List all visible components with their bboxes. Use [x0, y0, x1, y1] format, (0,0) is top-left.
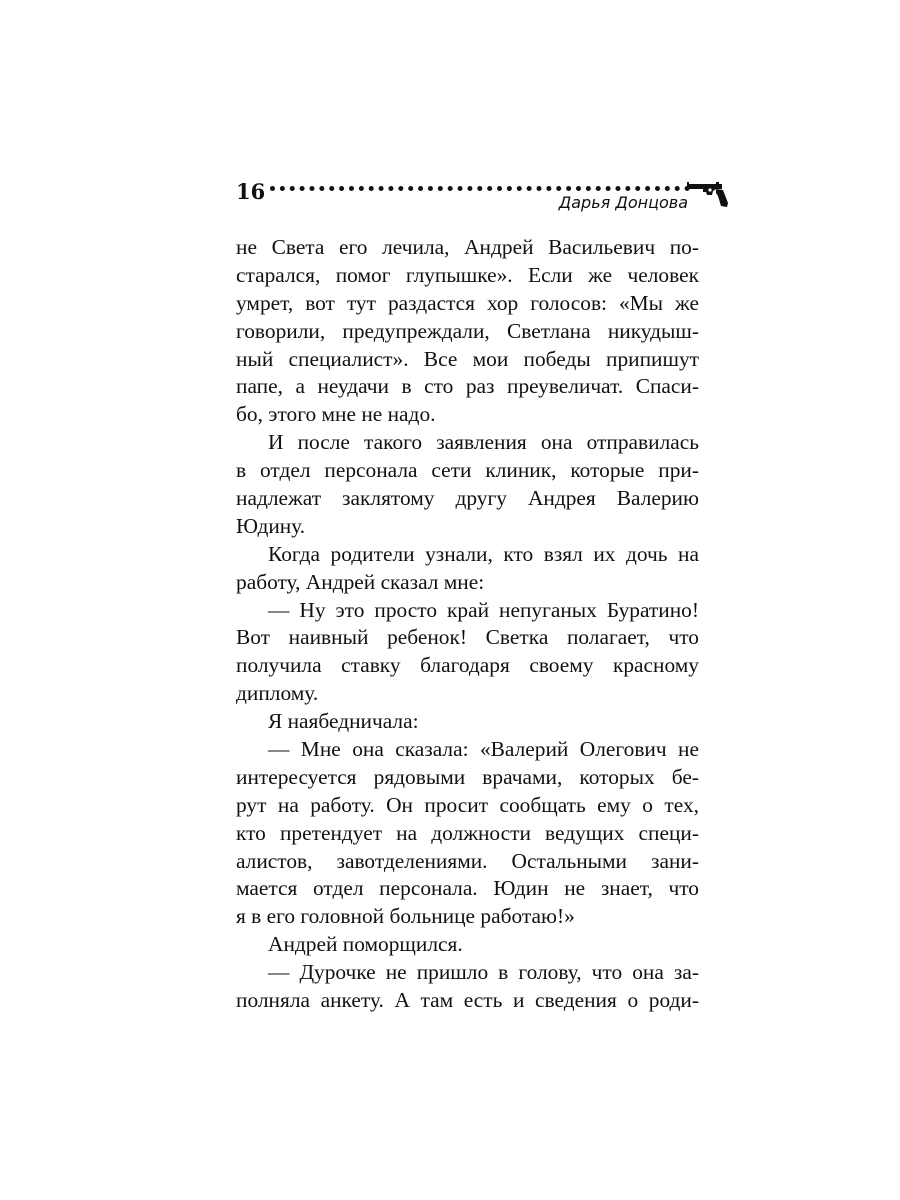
- text-line: Я наябедничала:: [268, 709, 419, 734]
- text-line: алистов, завотделениями. Остальными зани-: [236, 848, 699, 873]
- paragraph: [236, 429, 699, 541]
- text-line: — Дурочке не пришло в голову, что она за-: [268, 960, 699, 985]
- text-line: папе, а неудачи в сто раз преувеличат. Спаси-: [236, 374, 699, 399]
- paragraph: [236, 234, 699, 429]
- text-line: мается отдел персонала. Юдин не знает, что: [236, 876, 699, 901]
- page-number: 16: [236, 179, 266, 204]
- text-line: в отдел персонала сети клиник, которые при-: [236, 458, 699, 483]
- text-line: кто претендует на должности ведущих специ-: [236, 820, 699, 845]
- text-line: — Ну это просто край непуганых Буратино!: [268, 597, 699, 622]
- running-header: [236, 176, 728, 216]
- paragraph: [236, 597, 699, 709]
- revolver-icon: [686, 181, 730, 211]
- body-text: [236, 234, 699, 1015]
- dotted-leader: [270, 178, 690, 191]
- text-line: Вот наивный ребенок! Светка полагает, что: [236, 625, 699, 650]
- text-line: умрет, вот тут раздастся хор голосов: «Мы же: [236, 290, 699, 315]
- text-line: полняла анкету. А там есть и сведения о роди-: [236, 988, 699, 1013]
- text-line: работу, Андрей сказал мне:: [236, 569, 485, 594]
- text-line: говорили, предупреждали, Светлана никудыш-: [236, 318, 699, 343]
- text-line: И после такого заявления она отправилась: [268, 430, 699, 455]
- paragraph: [236, 931, 699, 959]
- text-line: интересуется рядовыми врачами, которых бе-: [236, 764, 699, 789]
- text-line: старался, помог глупышке». Если же человек: [236, 262, 699, 287]
- paragraph: [236, 541, 699, 597]
- paragraph: [236, 959, 699, 1015]
- text-line: надлежат заклятому другу Андрея Валерию: [236, 486, 699, 511]
- paragraph: [236, 736, 699, 931]
- text-line: Юдину.: [236, 513, 306, 538]
- author-name: Дарья Донцова: [558, 193, 688, 212]
- text-line: Когда родители узнали, кто взял их дочь на: [268, 541, 699, 566]
- paragraph: [236, 708, 699, 736]
- text-line: получила ставку благодаря своему красному: [236, 653, 699, 678]
- text-line: бо, этого мне не надо.: [236, 402, 436, 427]
- text-line: ный специалист». Все мои победы припишут: [236, 346, 699, 371]
- text-line: — Мне она сказала: «Валерий Олегович не: [268, 737, 699, 762]
- text-line: диплому.: [236, 681, 319, 706]
- text-line: рут на работу. Он просит сообщать ему о тех,: [236, 792, 699, 817]
- text-line: Андрей поморщился.: [268, 932, 463, 957]
- text-line: не Света его лечила, Андрей Васильевич по-: [236, 235, 699, 259]
- text-line: я в его головной больнице работаю!»: [236, 904, 575, 929]
